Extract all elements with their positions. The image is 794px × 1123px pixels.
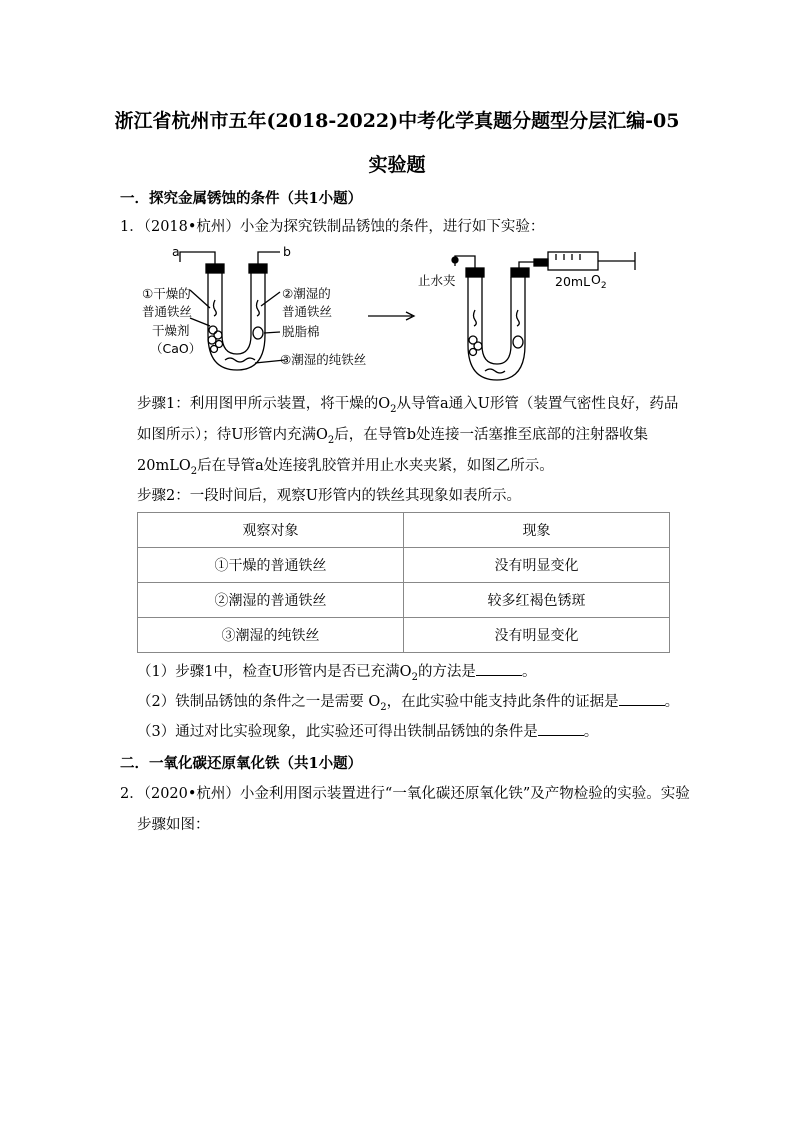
subquestion-1: （1）步骤1中，检查U形管内是否已充满$O_2$的方法是 。 [137,661,536,688]
label-left-3: 干燥剂 [152,323,190,338]
label-left-4: （CaO） [150,341,202,356]
table-row [138,618,670,653]
table-row [138,548,670,583]
step1-line3: 20mLO$_2$后在导管a处连接乳胶管并用止水夹夹紧，如图乙所示。 [137,458,554,477]
table-cell: ②潮湿的普通铁丝 [138,583,404,618]
table-cell: 没有明显变化 [404,618,670,653]
subquestion-2: （2）铁制品锈蚀的条件之一是需要 $O_2$，在此实验中能支持此条件的证据是 。 [137,691,679,718]
table-cell: ①干燥的普通铁丝 [138,548,404,583]
apparatus-figure [130,240,670,385]
label-b: b [283,244,291,259]
label-right-3: 脱脂棉 [282,324,320,339]
label-a: a [172,244,180,259]
step2-text: 步骤2：一段时间后，观察U形管内的铁丝其现象如表所示。 [137,488,521,504]
label-o2: $O_2$ [591,272,607,291]
table-header: 现象 [404,513,670,548]
section-heading-1: 一．探究金属锈蚀的条件（共1小题） [120,190,363,207]
table-header-row [138,513,670,548]
label-syringe: 20mL [555,274,591,289]
table-cell: ③潮湿的纯铁丝 [138,618,404,653]
page-title: 浙江省杭州市五年(2018-2022)中考化学真题分题型分层汇编-05 [114,110,680,132]
section-heading-2: 二．一氧化碳还原氧化铁（共1小题） [120,755,363,772]
label-right-2: 普通铁丝 [282,304,333,319]
label-right-4: ③潮湿的纯铁丝 [280,352,367,367]
label-left-2: 普通铁丝 [142,304,193,319]
question-2-line1: 2．（2020•杭州）小金利用图示装置进行“一氧化碳还原氧化铁”及产物检验的实验。实验 [120,786,690,802]
table-cell: 没有明显变化 [404,548,670,583]
label-right-1: ②潮湿的 [282,286,331,301]
label-clamp: 止水夹 [418,273,456,288]
answer-blank[interactable] [538,721,584,736]
label-left-1: ①干燥的 [142,286,191,301]
subquestion-3: （3）通过对比实验现象，此实验还可得出铁制品锈蚀的条件是 。 [137,721,598,742]
table-header: 观察对象 [138,513,404,548]
answer-blank[interactable] [619,691,665,706]
observation-table [137,512,670,653]
question-2-line2: 步骤如图： [137,817,210,833]
table-cell: 较多红褐色锈斑 [404,583,670,618]
step1-line1: 步骤1：利用图甲所示装置，将干燥的$O_2$从导管a通入U形管（装置气密性良好，药品 [137,396,679,415]
table-row [138,583,670,618]
question-1-intro: 1．（2018•杭州）小金为探究铁制品锈蚀的条件，进行如下实验： [120,219,545,235]
page-title-line2: 实验题 [368,154,426,176]
step1-line2: 如图所示）；待U形管内充满$O_2$后，在导管b处连接一活塞推至底部的注射器收集 [137,427,649,446]
answer-blank[interactable] [476,661,522,676]
